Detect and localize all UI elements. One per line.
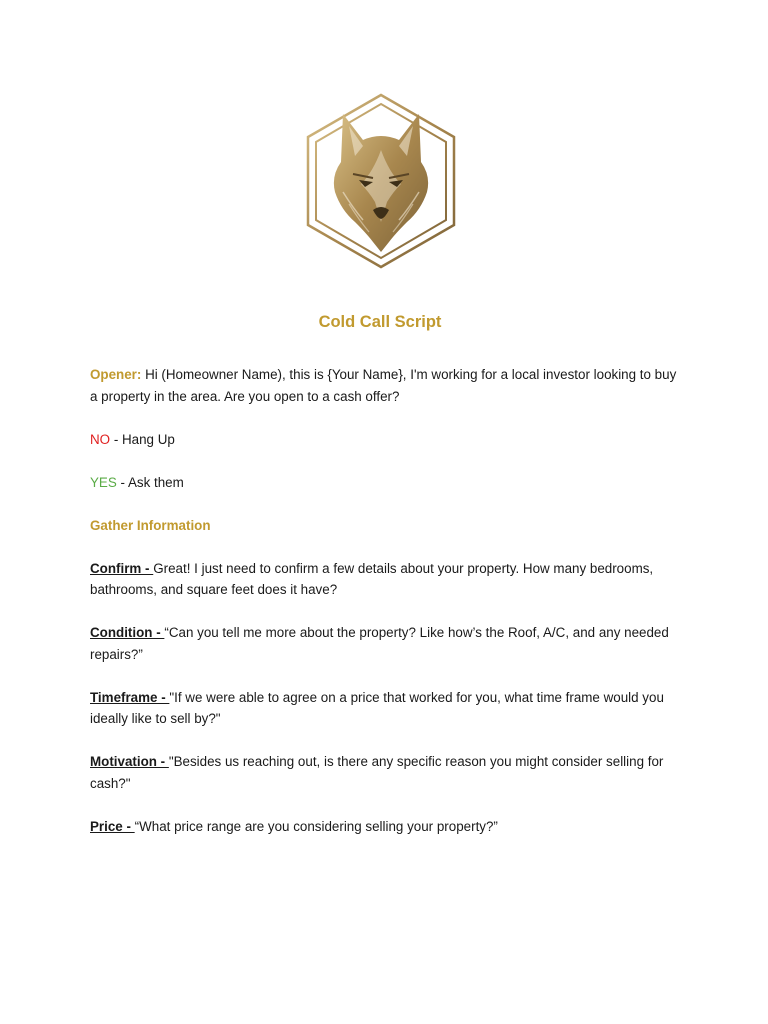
wolf-logo-icon: [303, 92, 459, 270]
price-paragraph: [90, 816, 680, 838]
condition-paragraph: [90, 622, 680, 665]
page-title: Cold Call Script: [318, 313, 442, 331]
opener-paragraph: [90, 364, 680, 407]
condition-label: Condition -: [90, 625, 165, 640]
confirm-label: Confirm -: [90, 560, 154, 576]
section-heading: Gather Information: [90, 517, 211, 533]
yes-paragraph: [90, 472, 680, 494]
confirm-text: Great! I just need to confirm a few details about your property. How many bedrooms, bathrooms, and square feet does it have?: [90, 560, 654, 597]
motivation-label: Motivation -: [90, 754, 169, 769]
no-text: - Hang Up: [110, 431, 175, 447]
price-label: Price -: [90, 818, 135, 834]
timeframe-paragraph: [90, 687, 680, 730]
opener-label: Opener:: [90, 367, 142, 382]
no-paragraph: [90, 429, 680, 451]
timeframe-text: "If we were able to agree on a price that worked for you, what time frame would you ideally like to sell by?": [90, 689, 664, 726]
timeframe-label: Timeframe -: [90, 689, 170, 705]
motivation-paragraph: [90, 751, 680, 794]
price-text: “What price range are you considering selling your property?”: [134, 818, 498, 834]
no-label: NO: [90, 431, 111, 447]
opener-text: Hi (Homeowner Name), this is {Your Name}, I'm working for a local investor looking to buy a property in the area. Are you open to a cash offer?: [90, 367, 677, 404]
motivation-text: "Besides us reaching out, is there any specific reason you might consider selling for cash?": [90, 754, 664, 791]
yes-text: - Ask them: [116, 474, 184, 490]
yes-label: YES: [90, 474, 117, 490]
confirm-paragraph: [90, 558, 680, 601]
condition-text: “Can you tell me more about the property? Like how’s the Roof, A/C, and any needed repairs?”: [90, 625, 669, 662]
script-body: [90, 364, 680, 859]
